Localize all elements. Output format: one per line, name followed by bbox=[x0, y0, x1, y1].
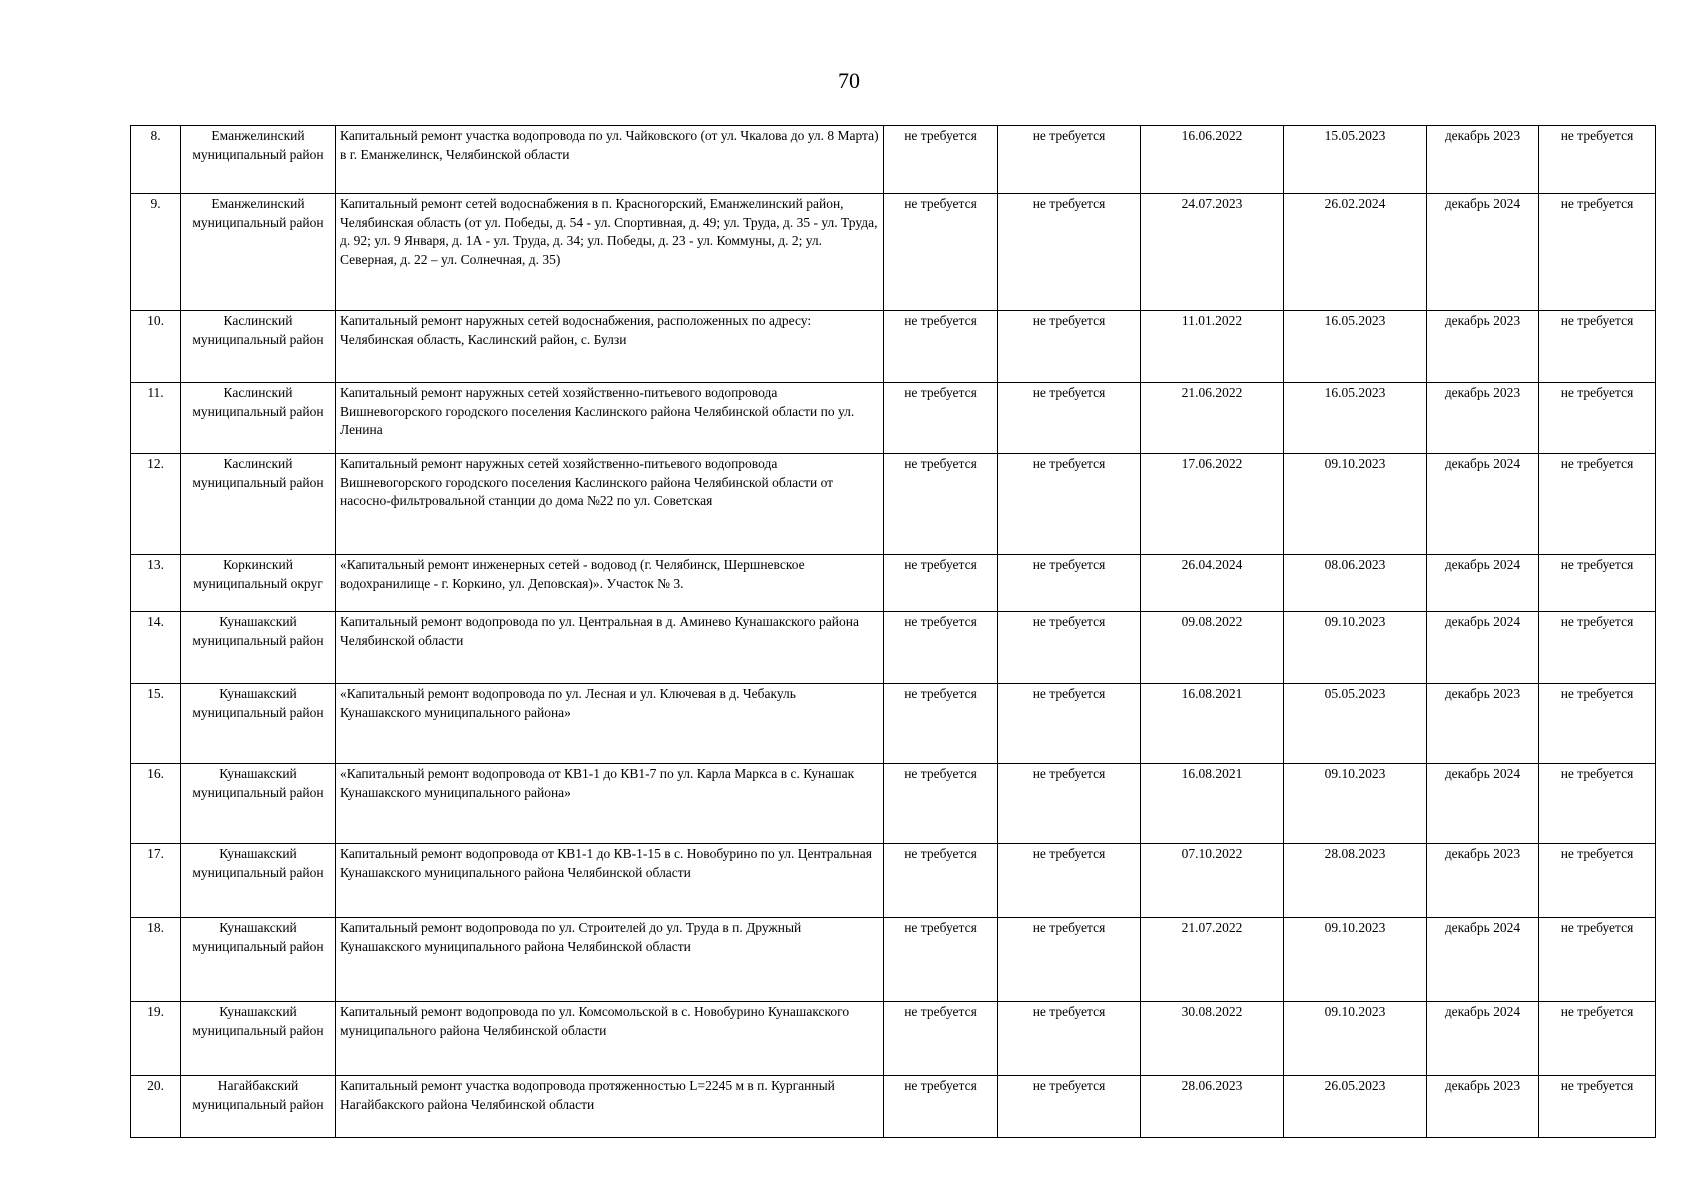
status-cell-1: не требуется bbox=[884, 764, 998, 844]
row-number: 8. bbox=[131, 126, 181, 194]
row-number: 15. bbox=[131, 684, 181, 764]
district-cell: Кунашакский муниципальный район bbox=[181, 612, 336, 684]
description-cell: Капитальный ремонт водопровода по ул. Строителей до ул. Труда в п. Дружный Кунашакского муниципального района Челябинской области bbox=[336, 918, 884, 1002]
date-cell-2: 09.10.2023 bbox=[1284, 612, 1427, 684]
description-cell: Капитальный ремонт участка водопровода по ул. Чайковского (от ул. Чкалова до ул. 8 Марта) в г. Еманжелинск, Челябинской области bbox=[336, 126, 884, 194]
date-cell-1: 16.08.2021 bbox=[1141, 764, 1284, 844]
district-cell: Каслинский муниципальный район bbox=[181, 454, 336, 555]
row-number: 20. bbox=[131, 1076, 181, 1138]
status-cell-2: не требуется bbox=[998, 194, 1141, 311]
table-row bbox=[131, 555, 1656, 612]
deadline-cell: декабрь 2024 bbox=[1427, 612, 1539, 684]
district-cell: Каслинский муниципальный район bbox=[181, 311, 336, 383]
date-cell-2: 05.05.2023 bbox=[1284, 684, 1427, 764]
date-cell-1: 28.06.2023 bbox=[1141, 1076, 1284, 1138]
row-number: 14. bbox=[131, 612, 181, 684]
date-cell-2: 16.05.2023 bbox=[1284, 311, 1427, 383]
status-cell-3: не требуется bbox=[1539, 383, 1656, 454]
date-cell-1: 30.08.2022 bbox=[1141, 1002, 1284, 1076]
date-cell-2: 09.10.2023 bbox=[1284, 454, 1427, 555]
date-cell-1: 11.01.2022 bbox=[1141, 311, 1284, 383]
deadline-cell: декабрь 2023 bbox=[1427, 311, 1539, 383]
row-number: 17. bbox=[131, 844, 181, 918]
status-cell-2: не требуется bbox=[998, 1002, 1141, 1076]
status-cell-3: не требуется bbox=[1539, 612, 1656, 684]
status-cell-3: не требуется bbox=[1539, 1002, 1656, 1076]
status-cell-3: не требуется bbox=[1539, 844, 1656, 918]
table-row bbox=[131, 383, 1656, 454]
date-cell-2: 26.02.2024 bbox=[1284, 194, 1427, 311]
table-row bbox=[131, 194, 1656, 311]
row-number: 11. bbox=[131, 383, 181, 454]
date-cell-1: 21.07.2022 bbox=[1141, 918, 1284, 1002]
date-cell-2: 28.08.2023 bbox=[1284, 844, 1427, 918]
row-number: 10. bbox=[131, 311, 181, 383]
table-row bbox=[131, 1076, 1656, 1138]
deadline-cell: декабрь 2023 bbox=[1427, 1076, 1539, 1138]
date-cell-1: 26.04.2024 bbox=[1141, 555, 1284, 612]
table-row bbox=[131, 764, 1656, 844]
status-cell-2: не требуется bbox=[998, 311, 1141, 383]
status-cell-3: не требуется bbox=[1539, 764, 1656, 844]
row-number: 9. bbox=[131, 194, 181, 311]
description-cell: «Капитальный ремонт инженерных сетей - водовод (г. Челябинск, Шершневское водохранилище - г. Коркино, ул. Деповская)». Участок № 3. bbox=[336, 555, 884, 612]
page-number: 70 bbox=[838, 68, 860, 93]
status-cell-2: не требуется bbox=[998, 684, 1141, 764]
status-cell-2: не требуется bbox=[998, 555, 1141, 612]
district-cell: Нагайбакский муниципальный район bbox=[181, 1076, 336, 1138]
status-cell-3: не требуется bbox=[1539, 454, 1656, 555]
table-row bbox=[131, 684, 1656, 764]
status-cell-1: не требуется bbox=[884, 555, 998, 612]
description-cell: «Капитальный ремонт водопровода от КВ1-1 до КВ1-7 по ул. Карла Маркса в с. Кунашак Кунашакского муниципального района» bbox=[336, 764, 884, 844]
deadline-cell: декабрь 2024 bbox=[1427, 454, 1539, 555]
status-cell-3: не требуется bbox=[1539, 311, 1656, 383]
status-cell-3: не требуется bbox=[1539, 918, 1656, 1002]
status-cell-1: не требуется bbox=[884, 1002, 998, 1076]
date-cell-1: 09.08.2022 bbox=[1141, 612, 1284, 684]
table-row bbox=[131, 918, 1656, 1002]
row-number: 18. bbox=[131, 918, 181, 1002]
table-row bbox=[131, 1002, 1656, 1076]
date-cell-2: 15.05.2023 bbox=[1284, 126, 1427, 194]
table-row bbox=[131, 844, 1656, 918]
date-cell-1: 16.08.2021 bbox=[1141, 684, 1284, 764]
status-cell-1: не требуется bbox=[884, 194, 998, 311]
deadline-cell: декабрь 2024 bbox=[1427, 555, 1539, 612]
district-cell: Кунашакский муниципальный район bbox=[181, 844, 336, 918]
status-cell-2: не требуется bbox=[998, 383, 1141, 454]
date-cell-2: 26.05.2023 bbox=[1284, 1076, 1427, 1138]
date-cell-1: 17.06.2022 bbox=[1141, 454, 1284, 555]
district-cell: Коркинский муниципальный округ bbox=[181, 555, 336, 612]
status-cell-1: не требуется bbox=[884, 126, 998, 194]
district-cell: Кунашакский муниципальный район bbox=[181, 918, 336, 1002]
status-cell-1: не требуется bbox=[884, 918, 998, 1002]
status-cell-1: не требуется bbox=[884, 612, 998, 684]
deadline-cell: декабрь 2024 bbox=[1427, 918, 1539, 1002]
row-number: 12. bbox=[131, 454, 181, 555]
district-cell: Кунашакский муниципальный район bbox=[181, 764, 336, 844]
status-cell-2: не требуется bbox=[998, 126, 1141, 194]
date-cell-2: 09.10.2023 bbox=[1284, 764, 1427, 844]
status-cell-3: не требуется bbox=[1539, 194, 1656, 311]
status-cell-1: не требуется bbox=[884, 311, 998, 383]
deadline-cell: декабрь 2024 bbox=[1427, 764, 1539, 844]
date-cell-1: 21.06.2022 bbox=[1141, 383, 1284, 454]
row-number: 13. bbox=[131, 555, 181, 612]
status-cell-1: не требуется bbox=[884, 684, 998, 764]
deadline-cell: декабрь 2023 bbox=[1427, 383, 1539, 454]
deadline-cell: декабрь 2024 bbox=[1427, 194, 1539, 311]
row-number: 16. bbox=[131, 764, 181, 844]
date-cell-2: 09.10.2023 bbox=[1284, 918, 1427, 1002]
deadline-cell: декабрь 2024 bbox=[1427, 1002, 1539, 1076]
status-cell-3: не требуется bbox=[1539, 126, 1656, 194]
status-cell-2: не требуется bbox=[998, 612, 1141, 684]
status-cell-3: не требуется bbox=[1539, 555, 1656, 612]
deadline-cell: декабрь 2023 bbox=[1427, 684, 1539, 764]
district-cell: Еманжелинский муниципальный район bbox=[181, 194, 336, 311]
row-number: 19. bbox=[131, 1002, 181, 1076]
description-cell: Капитальный ремонт сетей водоснабжения в п. Красногорский, Еманжелинский район, Челябинская область (от ул. Победы, д. 54 - ул. Спортивная, д. 49; ул. Труда, д. 35 - ул. Труда, д. 92; ул. 9 Января, д. 1А - ул. Труда, д. 34; ул. Победы, д. 23 - ул. Коммуны, д. 2; ул. Северная, д. 22 – ул. Солнечная, д. 35) bbox=[336, 194, 884, 311]
status-cell-1: не требуется bbox=[884, 844, 998, 918]
status-cell-1: не требуется bbox=[884, 383, 998, 454]
description-cell: «Капитальный ремонт водопровода по ул. Лесная и ул. Ключевая в д. Чебакуль Кунашакского муниципального района» bbox=[336, 684, 884, 764]
status-cell-2: не требуется bbox=[998, 764, 1141, 844]
deadline-cell: декабрь 2023 bbox=[1427, 844, 1539, 918]
district-cell: Кунашакский муниципальный район bbox=[181, 1002, 336, 1076]
table-body bbox=[131, 126, 1656, 1138]
date-cell-2: 08.06.2023 bbox=[1284, 555, 1427, 612]
description-cell: Капитальный ремонт водопровода по ул. Комсомольской в с. Новобурино Кунашакского муниципального района Челябинской области bbox=[336, 1002, 884, 1076]
date-cell-1: 24.07.2023 bbox=[1141, 194, 1284, 311]
district-cell: Кунашакский муниципальный район bbox=[181, 684, 336, 764]
district-cell: Еманжелинский муниципальный район bbox=[181, 126, 336, 194]
table-row bbox=[131, 454, 1656, 555]
date-cell-2: 16.05.2023 bbox=[1284, 383, 1427, 454]
status-cell-2: не требуется bbox=[998, 844, 1141, 918]
table-row bbox=[131, 612, 1656, 684]
date-cell-1: 07.10.2022 bbox=[1141, 844, 1284, 918]
status-cell-1: не требуется bbox=[884, 454, 998, 555]
date-cell-1: 16.06.2022 bbox=[1141, 126, 1284, 194]
projects-table bbox=[130, 125, 1656, 1138]
description-cell: Капитальный ремонт наружных сетей хозяйственно-питьевого водопровода Вишневогорского городского поселения Каслинского района Челябинской области от насосно-фильтровальной станции до дома №22 по ул. Советская bbox=[336, 454, 884, 555]
deadline-cell: декабрь 2023 bbox=[1427, 126, 1539, 194]
status-cell-2: не требуется bbox=[998, 918, 1141, 1002]
status-cell-2: не требуется bbox=[998, 454, 1141, 555]
description-cell: Капитальный ремонт наружных сетей водоснабжения, расположенных по адресу: Челябинская область, Каслинский район, с. Булзи bbox=[336, 311, 884, 383]
district-cell: Каслинский муниципальный район bbox=[181, 383, 336, 454]
date-cell-2: 09.10.2023 bbox=[1284, 1002, 1427, 1076]
table-row bbox=[131, 311, 1656, 383]
status-cell-3: не требуется bbox=[1539, 684, 1656, 764]
status-cell-3: не требуется bbox=[1539, 1076, 1656, 1138]
description-cell: Капитальный ремонт водопровода по ул. Центральная в д. Аминево Кунашакского района Челябинской области bbox=[336, 612, 884, 684]
status-cell-2: не требуется bbox=[998, 1076, 1141, 1138]
table-row bbox=[131, 126, 1656, 194]
description-cell: Капитальный ремонт водопровода от КВ1-1 до КВ-1-15 в с. Новобурино по ул. Центральная Кунашакского муниципального района Челябинской области bbox=[336, 844, 884, 918]
description-cell: Капитальный ремонт участка водопровода протяженностью L=2245 м в п. Курганный Нагайбакского района Челябинской области bbox=[336, 1076, 884, 1138]
description-cell: Капитальный ремонт наружных сетей хозяйственно-питьевого водопровода Вишневогорского городского поселения Каслинского района Челябинской области по ул. Ленина bbox=[336, 383, 884, 454]
status-cell-1: не требуется bbox=[884, 1076, 998, 1138]
